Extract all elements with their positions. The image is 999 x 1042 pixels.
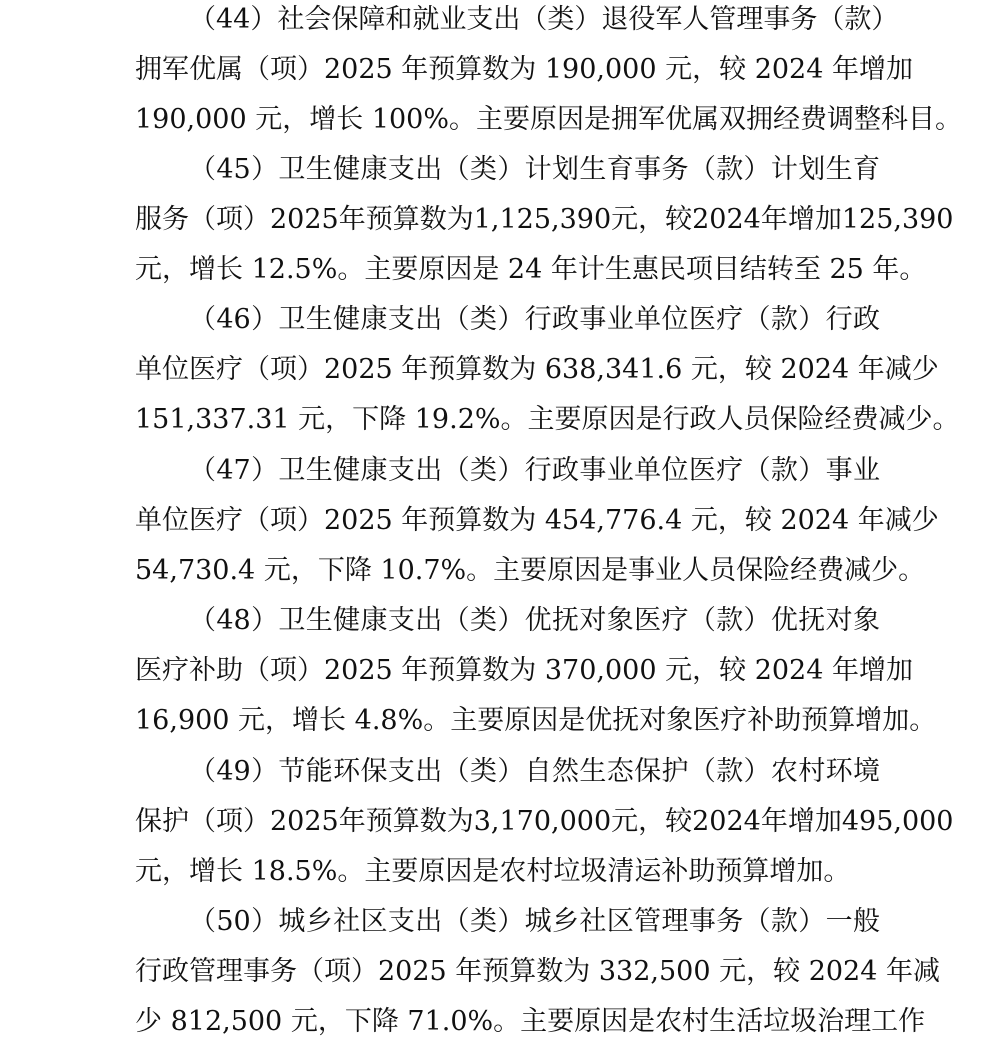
paragraph-50-line-3: 少 812,500 元，下降 71.0%。主要原因是农村生活垃圾治理工作: [135, 1006, 926, 1037]
paragraph-45-line-1: （45）卫生健康支出（类）计划生育事务（款）计划生育: [189, 154, 880, 185]
paragraph-47-line-1: （47）卫生健康支出（类）行政事业单位医疗（款）事业: [189, 455, 880, 486]
paragraph-44-line-2: 拥军优属（项）2025 年预算数为 190,000 元，较 2024 年增加: [135, 54, 913, 85]
paragraph-50-line-2: 行政管理事务（项）2025 年预算数为 332,500 元，较 2024 年减: [135, 956, 940, 987]
paragraph-47-line-2: 单位医疗（项）2025 年预算数为 454,776.4 元，较 2024 年减少: [135, 505, 939, 536]
paragraph-46-line-2: 单位医疗（项）2025 年预算数为 638,341.6 元，较 2024 年减少: [135, 354, 939, 385]
paragraph-50-line-1: （50）城乡社区支出（类）城乡社区管理事务（款）一般: [189, 906, 880, 937]
paragraph-48-line-2: 医疗补助（项）2025 年预算数为 370,000 元，较 2024 年增加: [135, 655, 913, 686]
paragraph-49-line-1: （49）节能环保支出（类）自然生态保护（款）农村环境: [189, 756, 880, 787]
paragraph-49-line-2: 保护（项）2025年预算数为3,170,000元，较2024年增加495,000: [135, 806, 954, 837]
paragraph-48-line-3: 16,900 元，增长 4.8%。主要原因是优抚对象医疗补助预算增加。: [135, 705, 937, 736]
paragraph-45-line-3: 元，增长 12.5%。主要原因是 24 年计生惠民项目结转至 25 年。: [135, 254, 927, 285]
paragraph-47-line-3: 54,730.4 元，下降 10.7%。主要原因是事业人员保险经费减少。: [135, 555, 926, 586]
paragraph-48-line-1: （48）卫生健康支出（类）优抚对象医疗（款）优抚对象: [189, 605, 880, 636]
paragraph-44-line-3: 190,000 元，增长 100%。主要原因是拥军优属双拥经费调整科目。: [135, 104, 963, 135]
paragraph-46-line-3: 151,337.31 元，下降 19.2%。主要原因是行政人员保险经费减少。: [135, 404, 960, 435]
paragraph-49-line-3: 元，增长 18.5%。主要原因是农村垃圾清运补助预算增加。: [135, 856, 851, 887]
paragraph-46-line-1: （46）卫生健康支出（类）行政事业单位医疗（款）行政: [189, 304, 880, 335]
paragraph-44-line-1: （44）社会保障和就业支出（类）退役军人管理事务（款）: [189, 4, 899, 35]
paragraph-45-line-2: 服务（项）2025年预算数为1,125,390元，较2024年增加125,390: [135, 204, 954, 235]
